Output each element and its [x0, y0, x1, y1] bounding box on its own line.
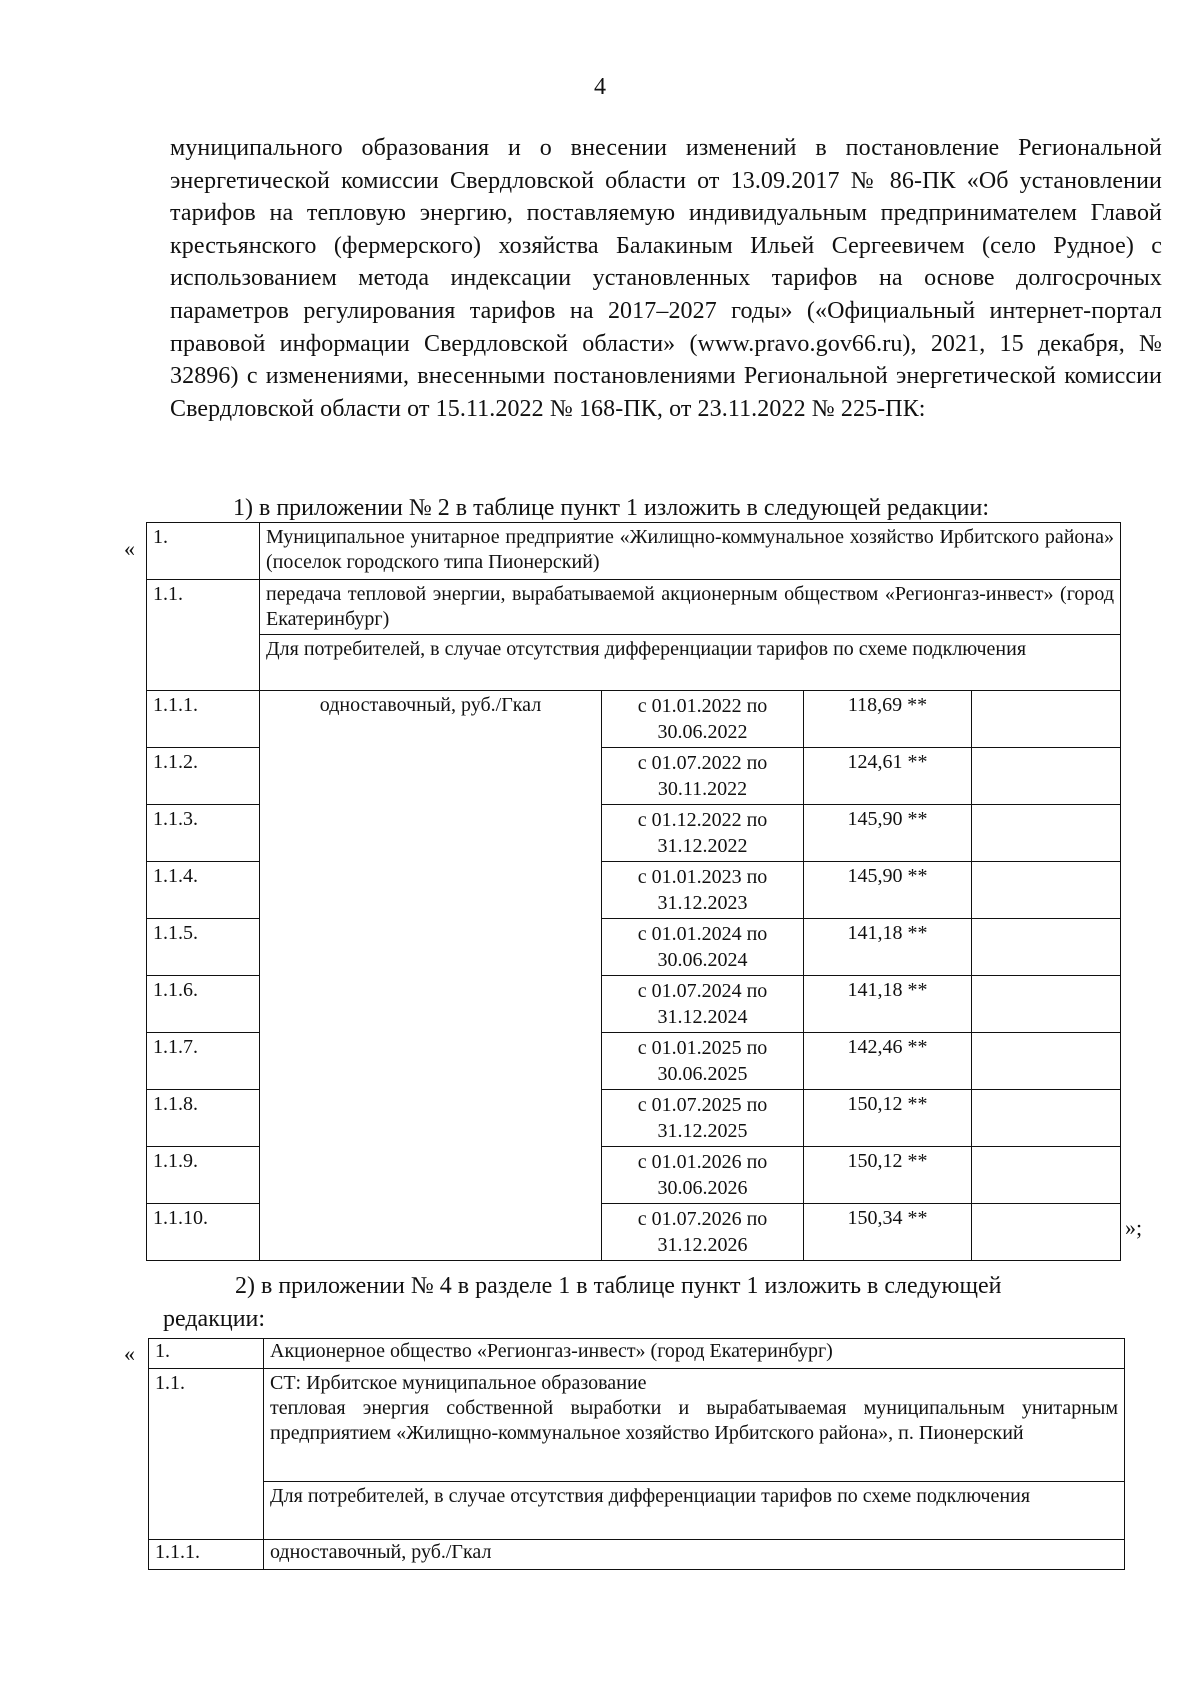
empty-cell [972, 919, 1121, 976]
tariff-number: 1.1.4. [147, 862, 260, 919]
empty-cell [972, 748, 1121, 805]
tariff-period: с 01.12.2022 по 31.12.2022 [602, 805, 804, 862]
table-row [147, 523, 1121, 580]
organization-name: Акционерное общество «Регионгаз-инвест» (город Екатеринбург) [264, 1339, 1125, 1369]
tariff-number: 1.1.6. [147, 976, 260, 1033]
table-row [147, 580, 1121, 635]
tariff-table-1 [146, 522, 1121, 1261]
item-1-quote-open: « [124, 536, 135, 561]
row-number: 1. [149, 1339, 264, 1369]
tariff-number: 1.1.8. [147, 1090, 260, 1147]
tariff-number: 1.1.5. [147, 919, 260, 976]
tariff-number: 1.1.10. [147, 1204, 260, 1261]
empty-cell [972, 1033, 1121, 1090]
row-number: 1.1.1. [149, 1540, 264, 1570]
item-1-text: 1) в приложении № 2 в таблице пункт 1 изложить в следующей редакции: [233, 495, 989, 521]
table-row [147, 635, 1121, 691]
rate-type: одноставочный, руб./Гкал [260, 691, 602, 1261]
tariff-period: с 01.01.2026 по 30.06.2026 [602, 1147, 804, 1204]
consumers-note: Для потребителей, в случае отсутствия дифференциации тарифов по схеме подключения [260, 635, 1121, 691]
tariff-period: с 01.01.2022 по 30.06.2022 [602, 691, 804, 748]
tariff-number: 1.1.9. [147, 1147, 260, 1204]
service-details: тепловая энергия собственной выработки и вырабатываемая муниципальным унитарным предприятием «Жилищно-коммунальное хозяйство Ирбитского района», п. Пионерский [270, 1397, 1118, 1444]
tariff-value: 141,18 ** [804, 919, 972, 976]
service-area: СТ: Ирбитское муниципальное образование [270, 1372, 647, 1394]
tariff-period: с 01.01.2025 по 30.06.2025 [602, 1033, 804, 1090]
tariff-row [147, 691, 1121, 748]
tariff-value: 124,61 ** [804, 748, 972, 805]
tariff-number: 1.1.2. [147, 748, 260, 805]
row-number: 1.1. [149, 1369, 264, 1540]
tariff-value: 145,90 ** [804, 862, 972, 919]
tariff-table-2 [148, 1338, 1125, 1570]
tariff-period: с 01.01.2024 по 30.06.2024 [602, 919, 804, 976]
item-1-quote-close: »; [1125, 1215, 1143, 1240]
organization-name: Муниципальное унитарное предприятие «Жилищно-коммунальное хозяйство Ирбитского района» (поселок городского типа Пионерский) [260, 523, 1121, 580]
tariff-number: 1.1.1. [147, 691, 260, 748]
tariff-number: 1.1.3. [147, 805, 260, 862]
page-number: 4 [594, 74, 606, 100]
table-row [149, 1482, 1125, 1540]
tariff-period: с 01.07.2026 по 31.12.2026 [602, 1204, 804, 1261]
tariff-value: 118,69 ** [804, 691, 972, 748]
empty-cell [972, 805, 1121, 862]
tariff-value: 150,34 ** [804, 1204, 972, 1261]
intro-paragraph: муниципального образования и о внесении изменений в постановление Региональной энергетической комиссии Свердловской области от 13.09.2017 № 86-ПК «Об установлении тарифов на тепловую энергию, поставляемую индивидуальным предпринимателем Главой крестьянского (фермерского) хозяйства Балакиным Ильей Сергеевичем (село Рудное) с использованием метода индексации установленных тарифов на основе долгосрочных параметров регулирования тарифов на 2017–2027 годы» («Официальный интернет-портал правовой информации Свердловской области» (www.pravo.gov66.ru), 2021, 15 декабря, № 32896) с изменениями, внесенными постановлениями Региональной энергетической комиссии Свердловской области от 15.11.2022 № 168-ПК, от 23.11.2022 № 225-ПК: [170, 135, 1162, 422]
tariff-period: с 01.07.2025 по 31.12.2025 [602, 1090, 804, 1147]
tariff-period: с 01.07.2024 по 31.12.2024 [602, 976, 804, 1033]
service-description [264, 1369, 1125, 1482]
tariff-value: 150,12 ** [804, 1147, 972, 1204]
service-description: передача тепловой энергии, вырабатываемой акционерным обществом «Регионгаз-инвест» (город Екатеринбург) [260, 580, 1121, 635]
empty-cell [972, 1204, 1121, 1261]
empty-cell [972, 691, 1121, 748]
tariff-period: с 01.07.2022 по 30.11.2022 [602, 748, 804, 805]
item-2-quote-open: « [124, 1341, 135, 1366]
empty-cell [972, 1147, 1121, 1204]
table-row [149, 1369, 1125, 1482]
row-number: 1.1. [147, 580, 260, 691]
consumers-note: Для потребителей, в случае отсутствия дифференциации тарифов по схеме подключения [264, 1482, 1125, 1540]
table-row [149, 1540, 1125, 1570]
rate-type: одноставочный, руб./Гкал [264, 1540, 1125, 1570]
item-2-text-line1: 2) в приложении № 4 в разделе 1 в таблице пункт 1 изложить в следующей [235, 1273, 1002, 1299]
tariff-value: 150,12 ** [804, 1090, 972, 1147]
row-number: 1. [147, 523, 260, 580]
tariff-value: 141,18 ** [804, 976, 972, 1033]
tariff-period: с 01.01.2023 по 31.12.2023 [602, 862, 804, 919]
empty-cell [972, 1090, 1121, 1147]
tariff-number: 1.1.7. [147, 1033, 260, 1090]
table-row [149, 1339, 1125, 1369]
empty-cell [972, 976, 1121, 1033]
empty-cell [972, 862, 1121, 919]
tariff-value: 145,90 ** [804, 805, 972, 862]
tariff-value: 142,46 ** [804, 1033, 972, 1090]
item-2-text-line2: редакции: [163, 1306, 266, 1332]
